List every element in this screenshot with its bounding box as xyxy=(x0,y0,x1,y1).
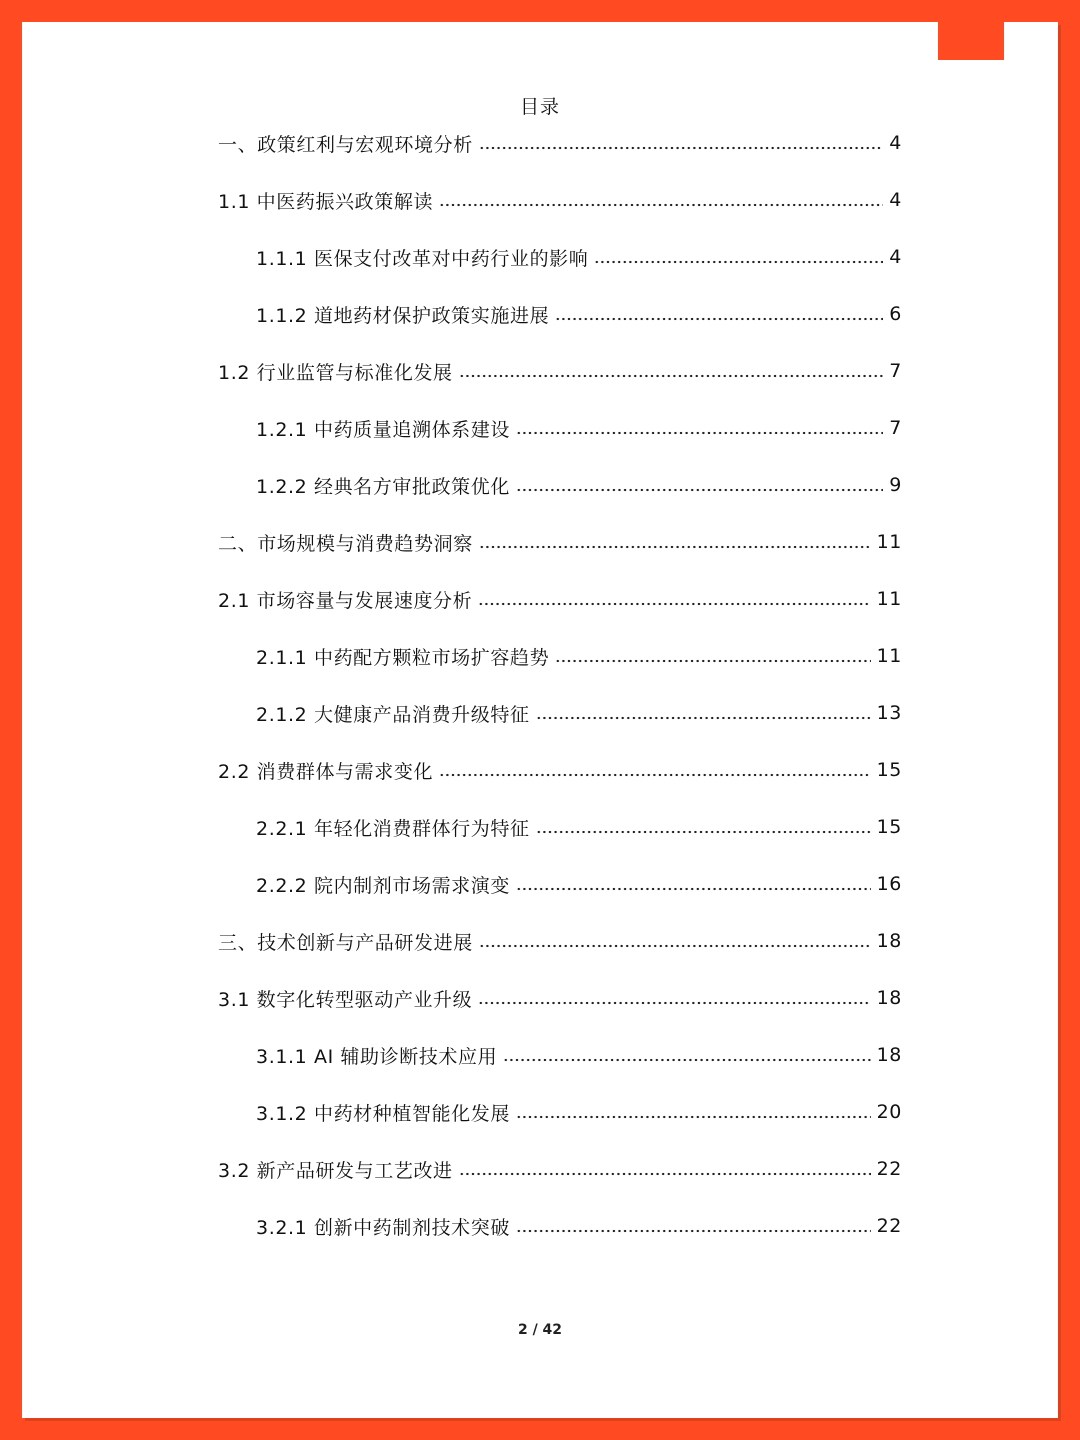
toc-entry-page: 11 xyxy=(876,588,902,610)
dot-leader xyxy=(479,944,871,948)
toc-entry-text: 2.1.1 中药配方颗粒市场扩容趋势 xyxy=(256,646,550,669)
toc-entry-text: 2.2.1 年轻化消费群体行为特征 xyxy=(256,817,530,840)
dot-leader xyxy=(516,431,883,435)
toc-entry[interactable] xyxy=(256,1041,902,1069)
toc-entry[interactable] xyxy=(256,1212,902,1240)
dot-leader xyxy=(478,602,870,606)
dot-leader xyxy=(594,260,883,264)
toc-entry-text: 1.1 中医药振兴政策解读 xyxy=(218,190,434,213)
toc-entry[interactable] xyxy=(256,870,902,898)
dot-leader xyxy=(516,1229,871,1233)
toc-entry-page: 7 xyxy=(889,417,902,439)
toc-entry-page: 9 xyxy=(889,474,902,496)
dot-leader xyxy=(479,545,871,549)
toc-entry-text: 1.2 行业监管与标准化发展 xyxy=(218,361,453,384)
toc-entry-page: 16 xyxy=(876,873,902,895)
toc-entry[interactable] xyxy=(256,471,902,499)
dot-leader xyxy=(459,1172,871,1176)
toc-entry[interactable] xyxy=(256,1098,902,1126)
toc-entry[interactable] xyxy=(218,186,902,214)
toc-entry-page: 4 xyxy=(889,189,902,211)
toc-entry[interactable] xyxy=(256,642,902,670)
page-indicator: 2 / 42 xyxy=(517,1322,563,1338)
dot-leader xyxy=(516,488,883,492)
toc-entry-page: 22 xyxy=(876,1158,902,1180)
toc-entry-text: 1.2.2 经典名方审批政策优化 xyxy=(256,475,510,498)
dot-leader xyxy=(478,1001,870,1005)
toc-entry-text: 3.1 数字化转型驱动产业升级 xyxy=(218,988,473,1011)
toc-entry-text: 3.2 新产品研发与工艺改进 xyxy=(218,1159,453,1182)
toc-entry-text: 3.2.1 创新中药制剂技术突破 xyxy=(256,1216,510,1239)
toc-entry-page: 4 xyxy=(889,246,902,268)
toc-entry-page: 15 xyxy=(876,759,902,781)
toc-entry-page: 11 xyxy=(876,531,902,553)
toc-entry-text: 1.1.2 道地药材保护政策实施进展 xyxy=(256,304,550,327)
toc-entry[interactable] xyxy=(256,414,902,442)
toc-entry-page: 22 xyxy=(876,1215,902,1237)
toc-entry-page: 18 xyxy=(876,1044,902,1066)
toc-entry[interactable] xyxy=(218,927,902,955)
toc-entry-page: 20 xyxy=(876,1101,902,1123)
toc-entry-text: 2.2.2 院内制剂市场需求演变 xyxy=(256,874,510,897)
toc-entry-page: 6 xyxy=(889,303,902,325)
toc-entry-text: 1.2.1 中药质量追溯体系建设 xyxy=(256,418,510,441)
toc-entry-page: 18 xyxy=(876,930,902,952)
toc-entry-text: 三、技术创新与产品研发进展 xyxy=(218,931,473,954)
toc-entry-page: 13 xyxy=(876,702,902,724)
dot-leader xyxy=(439,203,883,207)
dot-leader xyxy=(503,1058,870,1062)
toc-entry-page: 11 xyxy=(876,645,902,667)
toc-entry-page: 15 xyxy=(876,816,902,838)
toc-entry-text: 2.1 市场容量与发展速度分析 xyxy=(218,589,473,612)
dot-leader xyxy=(516,887,871,891)
toc-entry[interactable] xyxy=(218,1155,902,1183)
toc-entry[interactable] xyxy=(218,585,902,613)
dot-leader xyxy=(536,830,871,834)
toc-entry[interactable] xyxy=(218,129,902,157)
toc-entry[interactable] xyxy=(218,357,902,385)
toc-title: 目录 xyxy=(519,96,560,118)
toc-entry-text: 3.1.1 AI 辅助诊断技术应用 xyxy=(256,1045,498,1068)
toc-entry-text: 2.2 消费群体与需求变化 xyxy=(218,760,434,783)
toc-entry-page: 7 xyxy=(889,360,902,382)
toc-entry-text: 2.1.2 大健康产品消费升级特征 xyxy=(256,703,530,726)
dot-leader xyxy=(555,659,870,663)
toc-entry[interactable] xyxy=(218,528,902,556)
toc-entry[interactable] xyxy=(218,756,902,784)
toc-entry[interactable] xyxy=(256,813,902,841)
toc-entry-text: 3.1.2 中药材种植智能化发展 xyxy=(256,1102,510,1125)
dot-leader xyxy=(459,374,884,378)
toc-entry[interactable] xyxy=(256,243,902,271)
toc-entry[interactable] xyxy=(256,699,902,727)
dot-leader xyxy=(536,716,871,720)
dot-leader xyxy=(479,146,883,150)
dot-leader xyxy=(439,773,871,777)
toc-entry-page: 4 xyxy=(889,132,902,154)
toc-entry-page: 18 xyxy=(876,987,902,1009)
toc-entry-text: 二、市场规模与消费趋势洞察 xyxy=(218,532,473,555)
toc-entry[interactable] xyxy=(218,984,902,1012)
toc-entry[interactable] xyxy=(256,300,902,328)
dot-leader xyxy=(555,317,883,321)
toc-entry-text: 1.1.1 医保支付改革对中药行业的影响 xyxy=(256,247,589,270)
toc-entry-text: 一、政策红利与宏观环境分析 xyxy=(218,133,473,156)
dot-leader xyxy=(516,1115,871,1119)
